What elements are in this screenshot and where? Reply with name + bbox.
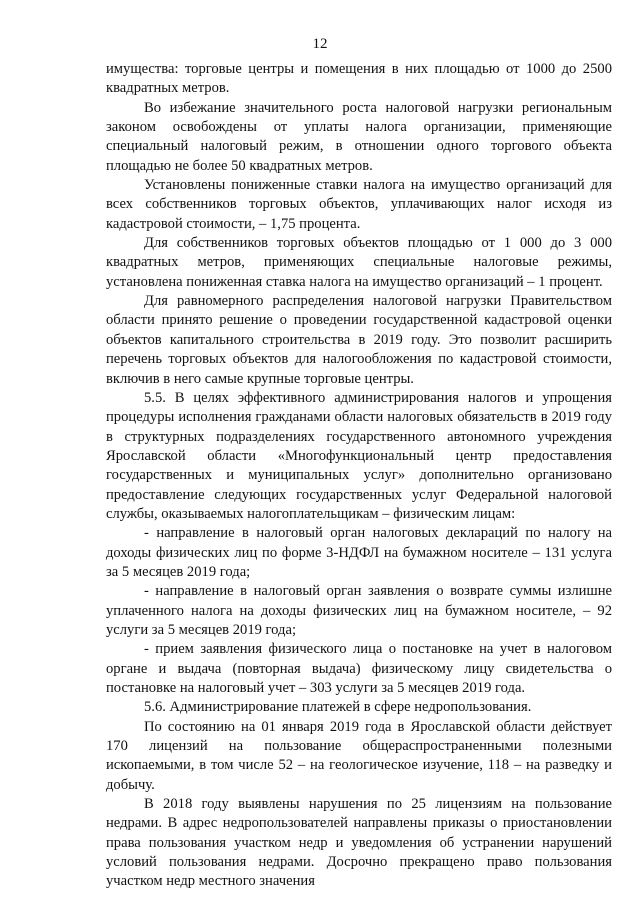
- paragraph: Для собственников торговых объектов площадью от 1 000 до 3 000 квадратных метров, применяющих специальные налоговые режимы, установлена пониженная ставка налога на имущество организаций – 1 процент.: [106, 235, 612, 290]
- list-item: - направление в налоговый орган заявления о возврате суммы излишне уплаченного налога на доходы физических лиц на бумажном носителе, – 92 услуги за 5 месяцев 2019 года;: [106, 583, 612, 638]
- paragraph: Для равномерного распределения налоговой нагрузки Правительством области принято решение о проведении государственной кадастровой оценки объектов капитального строительства в 2019 году. Это позволит расширить перечень торговых объектов для налогообложения по кадастровой стоимости, включив в него самые крупные торговые центры.: [106, 293, 612, 387]
- paragraph: В 2018 году выявлены нарушения по 25 лицензиям на пользование недрами. В адрес недропользователей направлены приказы о приостановлении права пользования участком недр и уведомления об устранении нарушений условий пользования недрами. Досрочно прекращено право пользования участком недр местного значения: [106, 796, 612, 890]
- paragraph: 5.5. В целях эффективного администрирования налогов и упрощения процедуры исполнения гражданами области налоговых обязательств в 2019 году в структурных подразделениях государственного автономного учреждения Ярославской области «Многофункциональный центр предоставления государственных и муниципальных услуг» дополнительно организовано предоставление следующих государственных услуг Федеральной налоговой службы, оказываемых налогоплательщикам – физическим лицам:: [106, 389, 612, 522]
- paragraph-continuation: имущества: торговые центры и помещения в них площадью от 1000 до 2500 квадратных метров.: [106, 61, 612, 97]
- paragraph: Во избежание значительного роста налоговой нагрузки региональным законом освобождены от уплаты налога организации, применяющие специальный налоговый режим, в отношении одного торгового объекта площадью не более 50 квадратных метров.: [106, 99, 612, 174]
- list-item: - направление в налоговый орган налоговых деклараций по налогу на доходы физических лиц по форме 3-НДФЛ на бумажном носителе – 131 услуга за 5 месяцев 2019 года;: [106, 525, 612, 580]
- list-item: - прием заявления физического лица о постановке на учет в налоговом органе и выдача (повторная выдача) физическому лицу свидетельства о постановке на налоговый учет – 303 услуги за 5 месяцев 2019 года.: [106, 641, 612, 696]
- page-number: 12: [312, 36, 328, 52]
- paragraph: Установлены пониженные ставки налога на имущество организаций для всех собственников торговых объектов, уплачивающих налог исходя из кадастровой стоимости, – 1,75 процента.: [106, 177, 612, 232]
- body-text: [106, 60, 612, 892]
- paragraph: По состоянию на 01 января 2019 года в Ярославской области действует 170 лицензий на пользование общераспространенными полезными ископаемыми, в том числе 52 – на геологическое изучение, 118 – на разведку и добычу.: [106, 718, 612, 793]
- section-heading: 5.6. Администрирование платежей в сфере недропользования.: [144, 699, 532, 716]
